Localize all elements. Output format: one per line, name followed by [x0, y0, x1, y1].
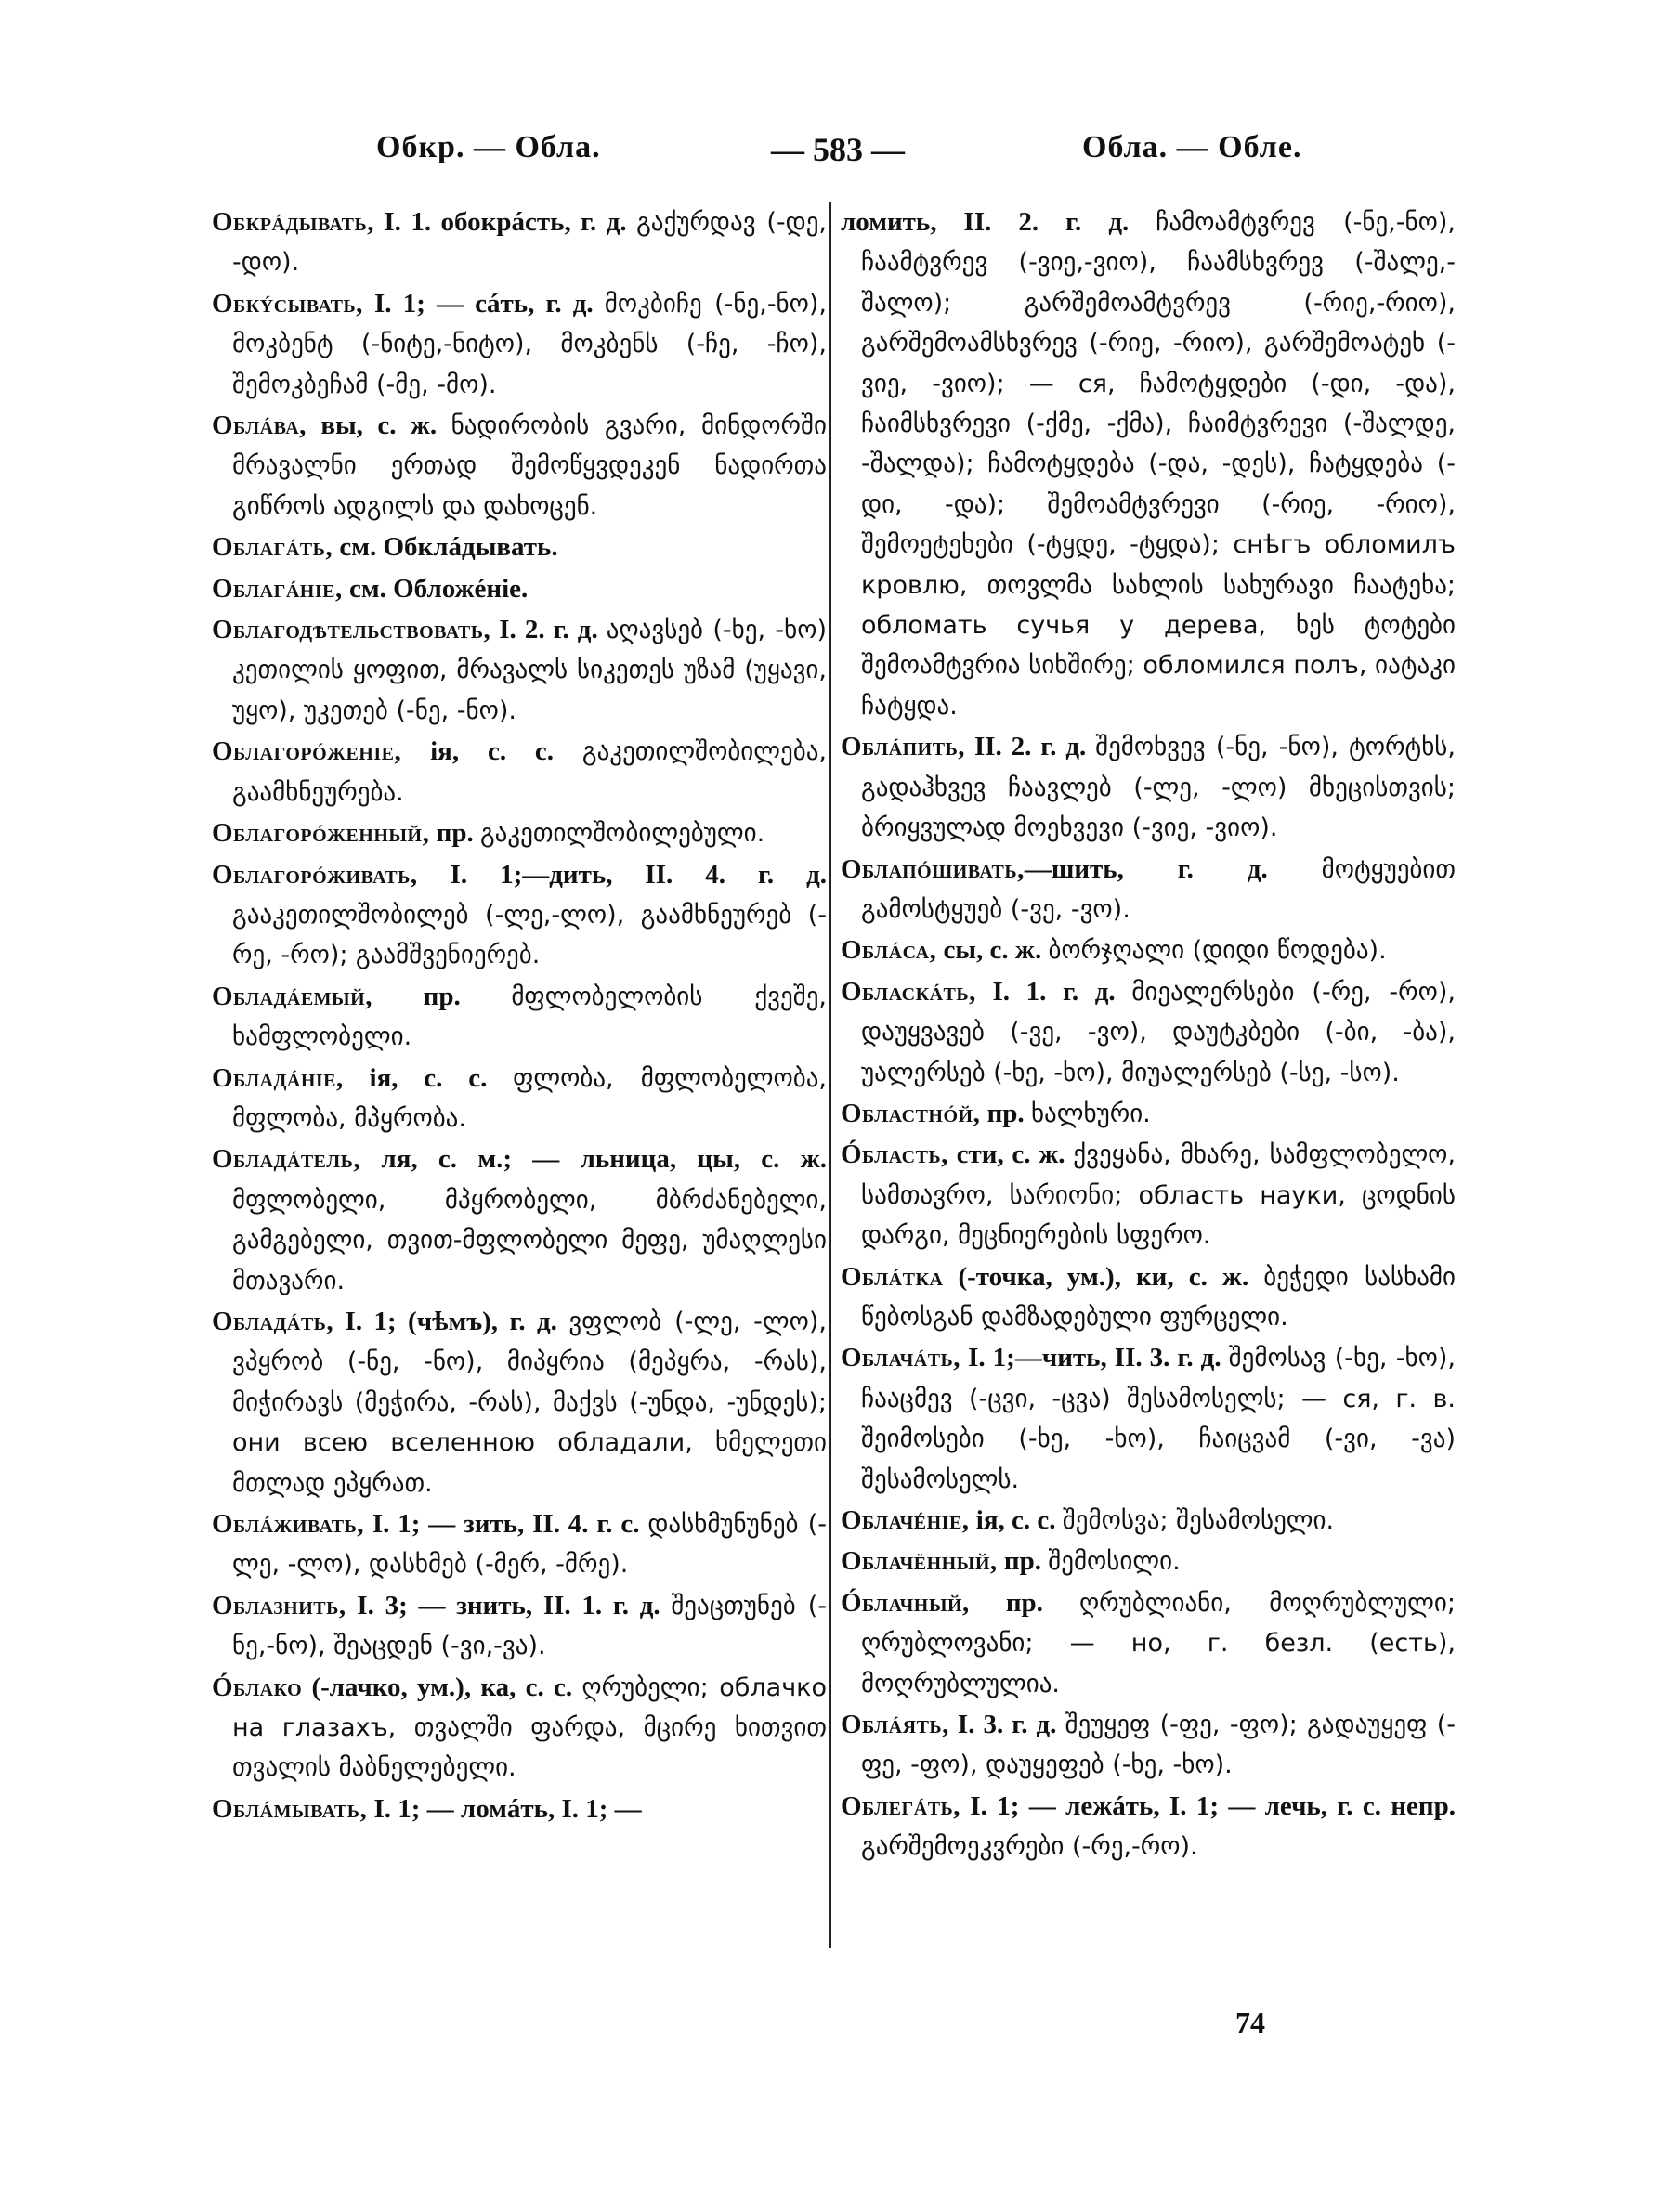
russian-gloss: пр.	[969, 1587, 1079, 1618]
russian-gloss: I. 1; — зить, II. 4. г. с.	[364, 1509, 648, 1539]
dictionary-entry	[841, 972, 1456, 1093]
georgian-translation: გააკეთილშობილებ (-ლე,-ლო), გაამხნეურებ (-რე, -რო); გაამშვენიერებ.	[232, 900, 827, 970]
headword: Óблако	[212, 1672, 303, 1702]
russian-gloss: сы, с. ж.	[936, 935, 1049, 966]
georgian-translation: ვფლობ (-ლე, -ლო), ვპყრობ (-ნე, -ნო), მიპყრია (მეპყრა, -რას), მიჭირავს (მეჭირა, -რას), მაქვს (-უნდა, -უნდეს); они всею вселенною обладали, ხმელეთი მთლად ეპყრათ.	[232, 1307, 827, 1498]
dictionary-entry	[841, 850, 1456, 930]
dictionary-entry	[212, 1668, 827, 1789]
headword: Обласкáть,	[841, 976, 976, 1007]
georgian-translation: ფლობა, მფლობელობა, მფლობა, მპყრობა.	[232, 1063, 827, 1133]
signature-mark: 74	[1235, 2006, 1265, 2039]
georgian-translation: ნადირობის გვარი, მინდორში მრავალნი ერთად შემოწყვდეკენ ნადირთა გიწროს ადგილს და დახოცენ.	[232, 411, 827, 521]
russian-gloss: I. 1. обокрáсть, г. д.	[373, 207, 637, 237]
headword: Облачённый,	[841, 1546, 998, 1577]
headword: Облазнить,	[212, 1590, 346, 1620]
russian-gloss: I. 1;—чить, II. 3. г. д.	[960, 1343, 1229, 1373]
headword: Облагáніе,	[212, 573, 343, 604]
headword: Óбласть,	[841, 1139, 948, 1170]
georgian-translation: შემოსავ (-ხე, -ხო), ჩააცმევ (-ცვი, -ცვა) შესამოსელს; — ся, г. в. შეიმოსები (-ხე, -ხო), ჩაიცვამ (-ვი, -ვა) შესამოსელს.	[861, 1344, 1456, 1494]
dictionary-entry	[212, 855, 827, 976]
headword: Облагорóженный,	[212, 818, 430, 849]
dictionary-entry	[841, 1338, 1456, 1500]
dictionary-entry	[212, 202, 827, 283]
headword: Обладáть,	[212, 1306, 334, 1336]
russian-gloss: пр.	[372, 981, 512, 1011]
page-header	[0, 130, 1659, 186]
russian-gloss: сти, с. ж.	[947, 1139, 1074, 1170]
dictionary-entry	[212, 1059, 827, 1139]
dictionary-entry	[212, 1302, 827, 1503]
dictionary-entry	[841, 1705, 1456, 1786]
dictionary-entry	[212, 1504, 827, 1585]
headword: Облáпить,	[841, 732, 966, 762]
dictionary-entry	[212, 527, 827, 567]
georgian-translation: ჩამოამტვრევ (-ნე,-ნო), ჩაამტვრევ (-ვიე,-ვიო), ჩაამსხვრევ (-შალე,-შალო); გარშემოამტვრევ (-რიე,-რიო), გარშემოამსხვრევ (-რიე, -რიო), გარშემოატეხ (-ვიე, -ვიო); — ся, ჩამოტყდები (-დი, -და), ჩაიმსხვრევი (-ქმე, -ქმა), ჩაიმტვრევი (-შალდე, -შალდა); ჩამოტყდება (-და, -დეს), ჩატყდება (-დი, -და); შემოამტვრევი (-რიე, -რიო), შემოეტეხები (-ტყდე, -ტყდა); снѣгъ обломилъ кровлю, თოვლმა სახლის სახურავი ჩაატეხა; обломать сучья у дерева, ხეს ტოტები შემოამტვრია სიხშირე; обломился полъ, იატაკი ჩატყდა.	[861, 208, 1456, 721]
georgian-translation: მიეალერსები (-რე, -რო), დაუყვავებ (-ვე, -ვო), დაუტკბები (-ბი, -ბა), უალერსებ (-ხე, -ხო), მიუალერსებ (-სე, -სო).	[861, 977, 1456, 1087]
georgian-translation: მოტყუებით გამოსტყუებ (-ვე, -ვო).	[861, 854, 1456, 924]
dictionary-entry	[841, 1583, 1456, 1704]
headword: Облегáть,	[841, 1790, 961, 1821]
headword: Облачáть,	[841, 1343, 961, 1373]
dictionary-entry	[212, 977, 827, 1058]
russian-gloss: I. 1; — лежáть, I. 1; — лечь, г. с. непр.	[960, 1790, 1456, 1821]
dictionary-entry	[841, 1257, 1456, 1338]
georgian-translation: გაკეთილშობილება, გაამხნეურება.	[232, 737, 827, 807]
russian-gloss: пр.	[429, 818, 480, 849]
left-column	[212, 202, 827, 2050]
headword: Облагáть,	[212, 532, 333, 563]
georgian-translation: შემოხვევ (-ნე, -ნო), ტორტხს, გადაჰხვევ ჩაავლებ (-ლე, -ლო) მხეცისთვის; ბრიყვულად მოეხვევი (-ვიე, -ვიო).	[861, 733, 1456, 843]
headword: Облапóшивать,	[841, 853, 1025, 884]
headword: Обладáтель,	[212, 1144, 361, 1175]
headword: Облачéніе,	[841, 1505, 970, 1535]
dictionary-entry	[841, 1135, 1456, 1256]
headword: Облáса,	[841, 935, 937, 966]
georgian-translation: დასხმუნუნებ (-ლე, -ლო), დასხმებ (-მერ, -მრე).	[232, 1510, 827, 1580]
georgian-translation: გარშემოეკვრები (-რე,-რო).	[861, 1832, 1198, 1862]
headword: Облáтка	[841, 1261, 944, 1292]
dictionary-entry	[212, 610, 827, 731]
russian-gloss: I. 1. г. д.	[975, 976, 1132, 1007]
georgian-translation: გაკეთილშობილებული.	[479, 819, 765, 849]
russian-gloss: (-лачко, ум.), ка, с. с.	[302, 1672, 582, 1702]
dictionary-entry	[212, 406, 827, 527]
page-number: — 583 —	[771, 131, 905, 168]
dictionary-entry	[212, 569, 827, 609]
russian-gloss: ія, с. с.	[343, 1062, 514, 1093]
headword: Облагодѣтельствовать,	[212, 615, 491, 645]
headword: Облáживать,	[212, 1509, 365, 1539]
russian-gloss: I. 1; — ломáть, I. 1; —	[367, 1793, 642, 1824]
russian-gloss: пр.	[980, 1098, 1031, 1128]
dictionary-entry	[841, 1501, 1456, 1541]
russian-gloss: см. Обклáдывать.	[333, 532, 558, 563]
georgian-translation: გაქურდავ (-დე, -დო).	[232, 208, 827, 278]
dictionary-entry	[841, 727, 1456, 848]
dictionary-entry	[212, 1789, 827, 1829]
russian-gloss: I. 1; (чѣмъ), г. д.	[333, 1306, 569, 1336]
georgian-translation: მოკბიჩე (-ნე,-ნო), მოკბენტ (-ნიტე,-ნიტო), მოკბენს (-ჩე, -ჩო), შემოკბეჩამ (-მე, -მო).	[232, 289, 827, 399]
russian-gloss: см. Обложéніе.	[342, 573, 529, 604]
header-right-range: Обла. — Обле.	[1082, 130, 1302, 164]
headword: Областнóй,	[841, 1098, 981, 1128]
russian-gloss: пр.	[997, 1546, 1049, 1577]
russian-gloss: вы, с. ж.	[306, 410, 451, 441]
georgian-translation: მფლობელობის ქვეშე, ხამფლობელი.	[232, 982, 827, 1052]
dictionary-entry	[212, 1139, 827, 1301]
georgian-translation: ქვეყანა, მხარე, სამფლობელო, სამთავრო, სარიონი; область науки, ცოდნის დარგი, მეცნიერების სფერო.	[861, 1140, 1456, 1251]
column-divider	[830, 202, 831, 1948]
dictionary-entry	[212, 1586, 827, 1667]
russian-gloss: I. 1; — сáть, г. д.	[362, 288, 605, 319]
georgian-translation: შეუყეფ (-ფე, -ფო); გადაუყეფ (-ფე, -ფო), დაუყეფებ (-ხე, -ხო).	[861, 1711, 1456, 1780]
russian-gloss: II. 2. г. д.	[965, 732, 1096, 762]
russian-gloss: I. 3. г. д.	[948, 1710, 1065, 1740]
georgian-translation: ღრუბლიანი, მოღრუბლული; ღრუბლოვანი; — но, г. безл. (есть), მოღრუბლულია.	[861, 1588, 1456, 1698]
russian-gloss: ломить, II. 2. г. д.	[841, 207, 1156, 237]
dictionary-entry	[841, 1094, 1456, 1134]
headword: Облáять,	[841, 1710, 949, 1740]
dictionary-entry	[841, 930, 1456, 970]
russian-gloss: I. 1;—дить, II. 4. г. д.	[417, 859, 827, 890]
headword: Обладáемый,	[212, 981, 372, 1011]
georgian-translation: აღავსებ (-ხე, -ხო) კეთილის ყოფით, მრავალს სიკეთეს უზამ (უყავი, უყო), უკეთებ (-ნე, -ნო).	[232, 616, 827, 725]
russian-gloss: ля, с. м.; — льница, цы, с. ж.	[360, 1144, 827, 1175]
headword: Облагорóживать,	[212, 859, 418, 890]
headword: Облáмывать,	[212, 1793, 368, 1824]
russian-gloss: ія, с. с.	[401, 736, 582, 767]
russian-gloss: ія, с. с.	[969, 1505, 1063, 1535]
headword: Óблачный,	[841, 1587, 970, 1618]
russian-gloss: I. 2. г. д.	[490, 615, 607, 645]
headword: Обкýсывать,	[212, 288, 363, 319]
georgian-translation: ბორჯღალი (დიდი წოდება).	[1048, 936, 1387, 966]
georgian-translation: მფლობელი, მპყრობელი, მბრძანებელი, გამგებელი, თვით-მფლობელი მეფე, უმაღლესი მთავარი.	[232, 1185, 827, 1295]
headword: Облáва,	[212, 410, 307, 441]
georgian-translation: შემოსილი.	[1048, 1547, 1181, 1577]
georgian-translation: ბეჭედი სასხამი წებოსგან დამზადებული ფურცელი.	[861, 1262, 1456, 1332]
dictionary-entry	[841, 1787, 1456, 1867]
dictionary-entry	[212, 813, 827, 853]
dictionary-entry	[212, 284, 827, 405]
headword: Облагорóженіе,	[212, 736, 402, 767]
russian-gloss: (-точка, ум.), ки, с. ж.	[943, 1261, 1264, 1292]
russian-gloss: I. 3; — знить, II. 1. г. д.	[346, 1590, 672, 1620]
georgian-translation: ხალხური.	[1030, 1099, 1151, 1128]
russian-gloss: —шить, г. д.	[1024, 853, 1322, 884]
right-column	[841, 202, 1456, 2050]
georgian-translation: ღრუბელი; облачко на глазахъ, თვალში ფარდა, მცირე ხითვით თვალის მაბნელებელი.	[232, 1672, 827, 1783]
dictionary-entry	[841, 202, 1456, 726]
georgian-translation: შეაცთუნებ (-ნე,-ნო), შეაცდენ (-ვი,-ვა).	[232, 1591, 827, 1661]
georgian-translation: შემოსვა; შესამოსელი.	[1062, 1506, 1335, 1535]
dictionary-entry	[212, 732, 827, 813]
header-left-range: Обкр. — Обла.	[376, 130, 601, 164]
headword: Обладáніе,	[212, 1062, 344, 1093]
headword: Обкрáдывать,	[212, 207, 374, 237]
dictionary-entry	[841, 1542, 1456, 1581]
